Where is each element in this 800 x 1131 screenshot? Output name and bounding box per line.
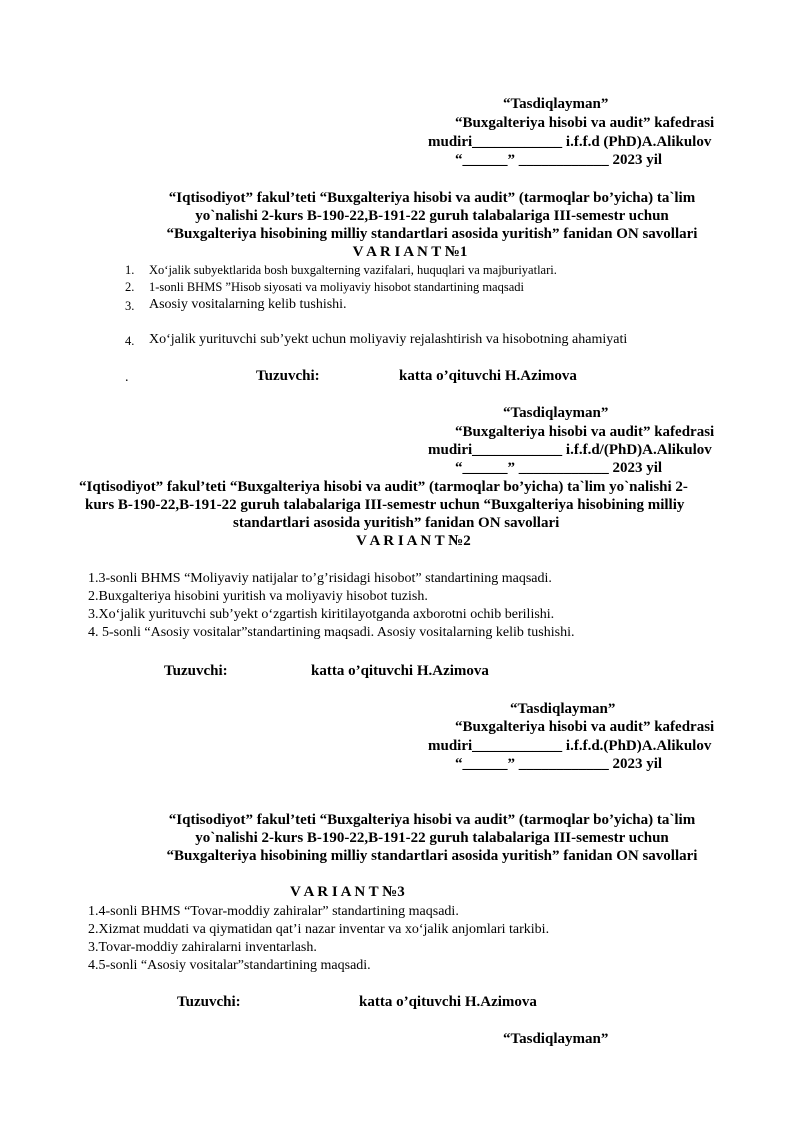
heading-line: standartlari asosida yuritish” fanidan ON savollari <box>233 515 560 531</box>
approval-head: mudiri____________ i.f.f.d.(PhD)A.Alikulov <box>428 738 712 754</box>
question-text: 1-sonli BHMS ”Hisob siyosati va moliyaviy hisobot standartining maqsadi <box>149 280 524 294</box>
question-number: 4. <box>125 334 135 348</box>
approval-title: “Tasdiqlayman” <box>503 1031 609 1047</box>
approval-title: “Tasdiqlayman” <box>503 96 609 112</box>
heading-line: yo`nalishi 2-kurs B-190-22,B-191-22 guruh talabalariga III-semestr uchun <box>195 830 669 846</box>
question-text: Xo‘jalik subyektlarida bosh buxgalterning vazifalari, huquqlari va majburiyatlari. <box>149 263 557 277</box>
heading-line: “Buxgalteriya hisobining milliy standartlari asosida yuritish” fanidan ON savollari <box>166 226 698 242</box>
compiler-name: katta o’qituvchi H.Azimova <box>311 663 489 679</box>
heading-line: “Iqtisodiyot” fakul’teti “Buxgalteriya hisobi va audit” (tarmoqlar bo’yicha) ta`lim yo`nalishi 2- <box>79 479 688 495</box>
question-number: 3. <box>125 299 135 313</box>
question-text: Asosiy vositalarning kelib tushishi. <box>149 297 347 312</box>
heading-line: yo`nalishi 2-kurs B-190-22,B-191-22 guruh talabalariga III-semestr uchun <box>195 208 669 224</box>
approval-date: “______” ____________ 2023 yil <box>455 756 663 772</box>
approval-title: “Tasdiqlayman” <box>503 405 609 421</box>
variant-title: V A R I A N T №3 <box>290 884 405 900</box>
question-number: 1. <box>125 263 135 277</box>
compiler-name: katta o’qituvchi H.Azimova <box>399 368 577 384</box>
approval-title: “Tasdiqlayman” <box>510 701 616 717</box>
approval-dept: “Buxgalteriya hisobi va audit” kafedrasi <box>455 719 715 735</box>
question-text: 3.Tovar-moddiy zahiralarni inventarlash. <box>88 940 317 955</box>
variant-title: V A R I A N T №2 <box>356 533 471 549</box>
question-text: 4.5-sonli “Asosiy vositalar”standartining maqsadi. <box>88 958 371 973</box>
question-text: 2.Xizmat muddati va qiymatidan qat’i nazar inventar va xo‘jalik anjomlari tarkibi. <box>88 922 550 937</box>
heading-line: kurs B-190-22,B-191-22 guruh talabalariga III-semestr uchun “Buxgalteriya hisobining milliy <box>85 497 685 513</box>
question-text: 4. 5-sonli “Asosiy vositalar”standartining maqsadi. Asosiy vositalarning kelib tushishi. <box>88 625 575 640</box>
question-number: 2. <box>125 280 135 294</box>
question-text: 1.4-sonli BHMS “Tovar-moddiy zahiralar” standartining maqsadi. <box>88 904 459 919</box>
approval-dept: “Buxgalteriya hisobi va audit” kafedrasi <box>455 424 715 440</box>
question-text: 3.Xo‘jalik yurituvchi sub’yekt o‘zgartish kiritilayotganda axborotni ochib berilishi. <box>88 607 555 622</box>
heading-line: “Buxgalteriya hisobining milliy standartlari asosida yuritish” fanidan ON savollari <box>166 848 698 864</box>
compiler-label: Tuzuvchi: <box>177 994 241 1010</box>
question-text: Xo‘jalik yurituvchi sub’yekt uchun moliyaviy rejalashtirish va hisobotning ahamiyati <box>149 332 628 347</box>
compiler-label: Tuzuvchi: <box>256 368 320 384</box>
compiler-label: Tuzuvchi: <box>164 663 228 679</box>
approval-date: “______” ____________ 2023 yil <box>455 152 663 168</box>
approval-dept: “Buxgalteriya hisobi va audit” kafedrasi <box>455 115 715 131</box>
approval-date: “______” ____________ 2023 yil <box>455 460 663 476</box>
approval-head: mudiri____________ i.f.f.d (PhD)A.Alikulov <box>428 134 712 150</box>
compiler-name: katta o’qituvchi H.Azimova <box>359 994 537 1010</box>
question-text: 1.3-sonli BHMS “Moliyaviy natijalar to’g’risidagi hisobot” standartining maqsadi. <box>88 571 552 586</box>
heading-line: “Iqtisodiyot” fakul’teti “Buxgalteriya hisobi va audit” (tarmoqlar bo’yicha) ta`lim <box>168 812 696 828</box>
heading-line: “Iqtisodiyot” fakul’teti “Buxgalteriya hisobi va audit” (tarmoqlar bo’yicha) ta`lim <box>168 190 696 206</box>
stray-dot: . <box>125 370 129 385</box>
approval-head: mudiri____________ i.f.f.d/(PhD)A.Alikulov <box>428 442 712 458</box>
question-text: 2.Buxgalteriya hisobini yuritish va moliyaviy hisobot tuzish. <box>88 589 428 604</box>
variant-title: V A R I A N T №1 <box>352 244 468 260</box>
